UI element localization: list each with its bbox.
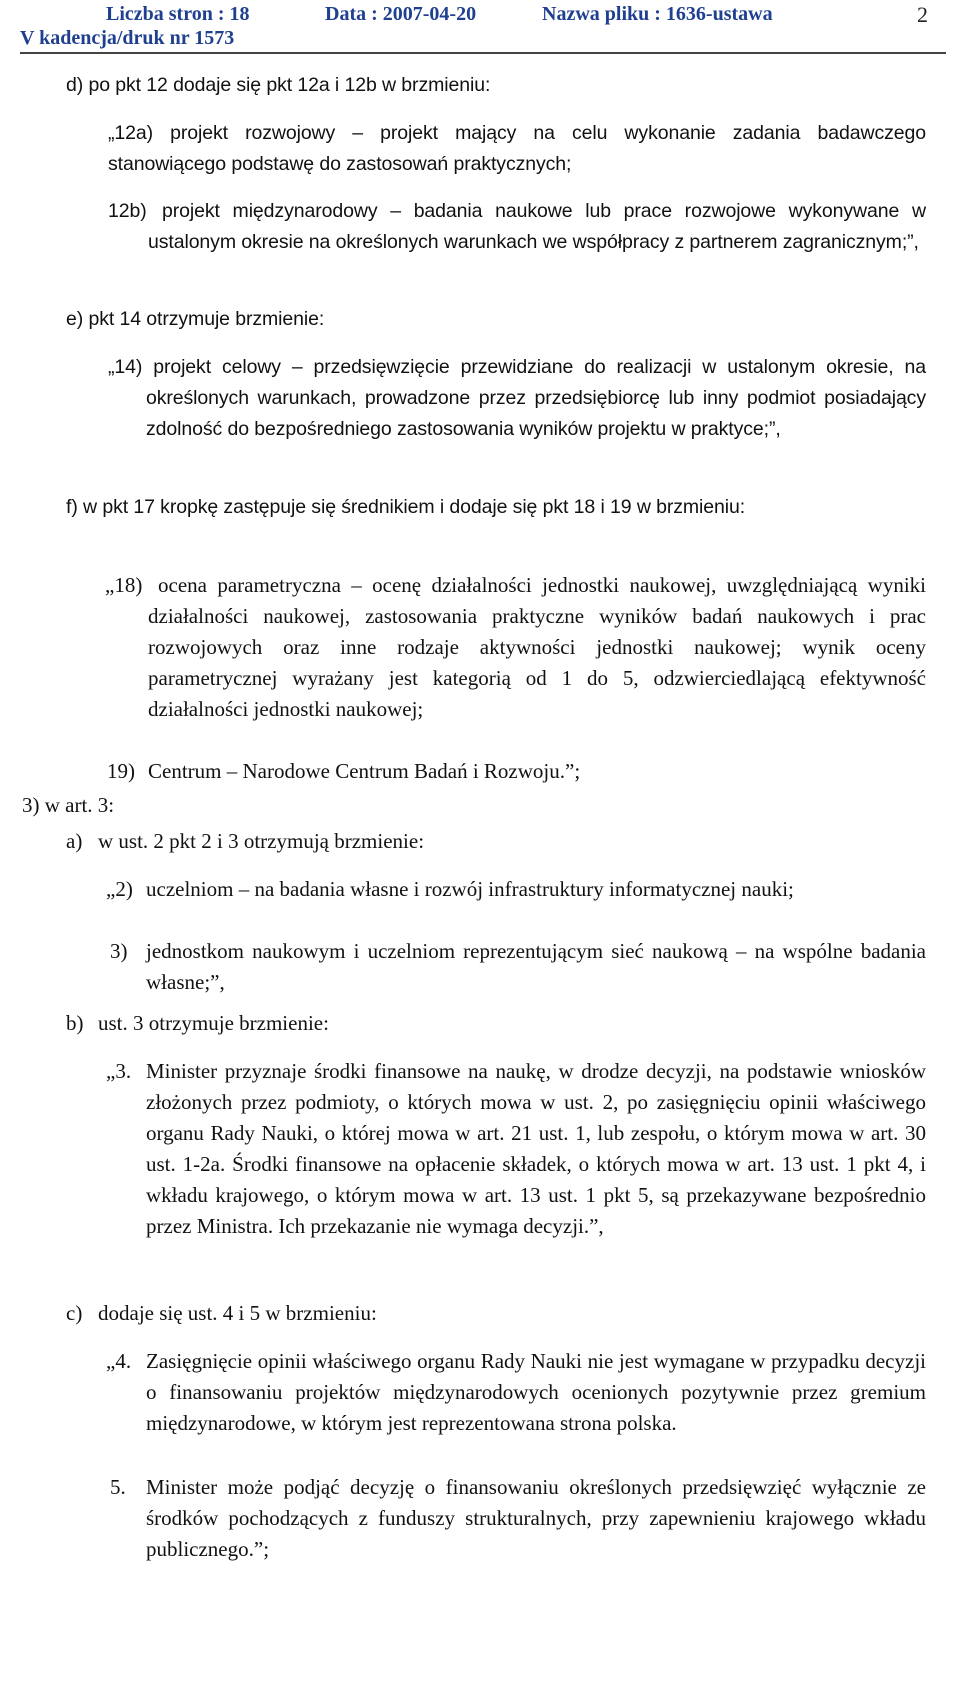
point-2: uczelniom – na badania własne i rozwój infrastruktury informatycznej nauki; — [146, 877, 794, 901]
definition-18-label: „18) — [105, 573, 143, 597]
header-divider — [20, 52, 946, 54]
paragraph-4-label: „4. — [106, 1349, 132, 1373]
point-3-label: 3) — [110, 939, 128, 963]
item-e-heading: e) pkt 14 otrzymuje brzmienie: — [66, 308, 325, 330]
item-a-label: a) — [66, 829, 83, 853]
item-a-text: w ust. 2 pkt 2 i 3 otrzymują brzmienie: — [98, 829, 425, 853]
page-count: Liczba stron : 18 — [106, 3, 250, 25]
item-3-heading: 3) w art. 3: — [22, 793, 115, 817]
definition-12b: projekt międzynarodowy – badania naukowe lub prace rozwojowe wykonywane w ustalonym okresie na określonych warunkach we współpracy z partnerem zagranicznym;”, — [148, 200, 926, 253]
file-name: Nazwa pliku : 1636-ustawa — [542, 3, 773, 25]
definition-12b-label: 12b) — [108, 200, 147, 222]
document-header — [0, 0, 960, 58]
item-b-label: b) — [66, 1011, 84, 1035]
item-c-label: c) — [66, 1301, 83, 1325]
definition-18: ocena parametryczna – ocenę działalności jednostki naukowej, uwzględniającą wyniki działalności naukowej, zastosowania praktyczne wyników badań naukowych i prac rozwojowych oraz inne rodzaje aktywności jednostki naukowej; wynik oceny parametrycznej wyrażany jest kategorią od 1 do 5, odzwierciedlającą efektywność działalności jednostki naukowej; — [148, 573, 926, 721]
definition-19: Centrum – Narodowe Centrum Badań i Rozwoju.”; — [148, 759, 581, 783]
paragraph-3-label: „3. — [106, 1059, 132, 1083]
item-c-text: dodaje się ust. 4 i 5 w brzmieniu: — [98, 1301, 377, 1325]
point-2-label: „2) — [106, 877, 133, 901]
paragraph-5-label: 5. — [110, 1475, 126, 1499]
definition-14: „14) projekt celowy – przedsięwzięcie przewidziane do realizacji w ustalonym okresie, na określonych warunkach, prowadzone przez przedsiębiorcę lub inny podmiot posiadający zdolność do bezpośredniego zastosowania wyników projektu w praktyce;”, — [108, 356, 926, 440]
item-d-heading: d) po pkt 12 dodaje się pkt 12a i 12b w brzmieniu: — [66, 74, 491, 96]
point-3: jednostkom naukowym i uczelniom reprezentującym sieć naukową – na wspólne badania własne;”, — [146, 939, 926, 994]
item-f-heading: f) w pkt 17 kropkę zastępuje się średnikiem i dodaje się pkt 18 i 19 w brzmieniu: — [66, 496, 746, 518]
item-b-text: ust. 3 otrzymuje brzmienie: — [98, 1011, 329, 1035]
definition-12a: „12a) projekt rozwojowy – projekt mający na celu wykonanie zadania badawczego stanowiącego podstawę do zastosowań praktycznych; — [108, 122, 926, 175]
edition-label: V kadencja/druk nr 1573 — [20, 27, 235, 49]
paragraph-3: Minister przyznaje środki finansowe na naukę, w drodze decyzji, na podstawie wniosków złożonych przez podmioty, o których mowa w ust. 2, po zasięgnięciu opinii właściwego organu Rady Nauki, o której mowa w art. 21 ust. 1, lub zespołu, o którym mowa w art. 30 ust. 1-2a. Środki finansowe na opłacenie składek, o których mowa w art. 13 ust. 1 pkt 4, i wkładu krajowego, o którym mowa w art. 13 ust. 1 pkt 5, są przekazywane bezpośrednio przez Ministra. Ich przekazanie nie wymaga decyzji.”, — [146, 1059, 926, 1238]
paragraph-4: Zasięgnięcie opinii właściwego organu Rady Nauki nie jest wymagane w przypadku decyzji o finansowaniu projektów międzynarodowych ocenionych pozytywnie przez gremium międzynarodowe, w którym jest reprezentowana strona polska. — [146, 1349, 926, 1435]
page-number: 2 — [917, 2, 928, 27]
document-date: Data : 2007-04-20 — [325, 3, 477, 25]
definition-19-label: 19) — [107, 759, 135, 783]
paragraph-5: Minister może podjąć decyzję o finansowaniu określonych przedsięwzięć wyłącznie ze środków pochodzących z funduszy strukturalnych, przy zapewnieniu krajowego wkładu publicznego.”; — [146, 1475, 926, 1561]
